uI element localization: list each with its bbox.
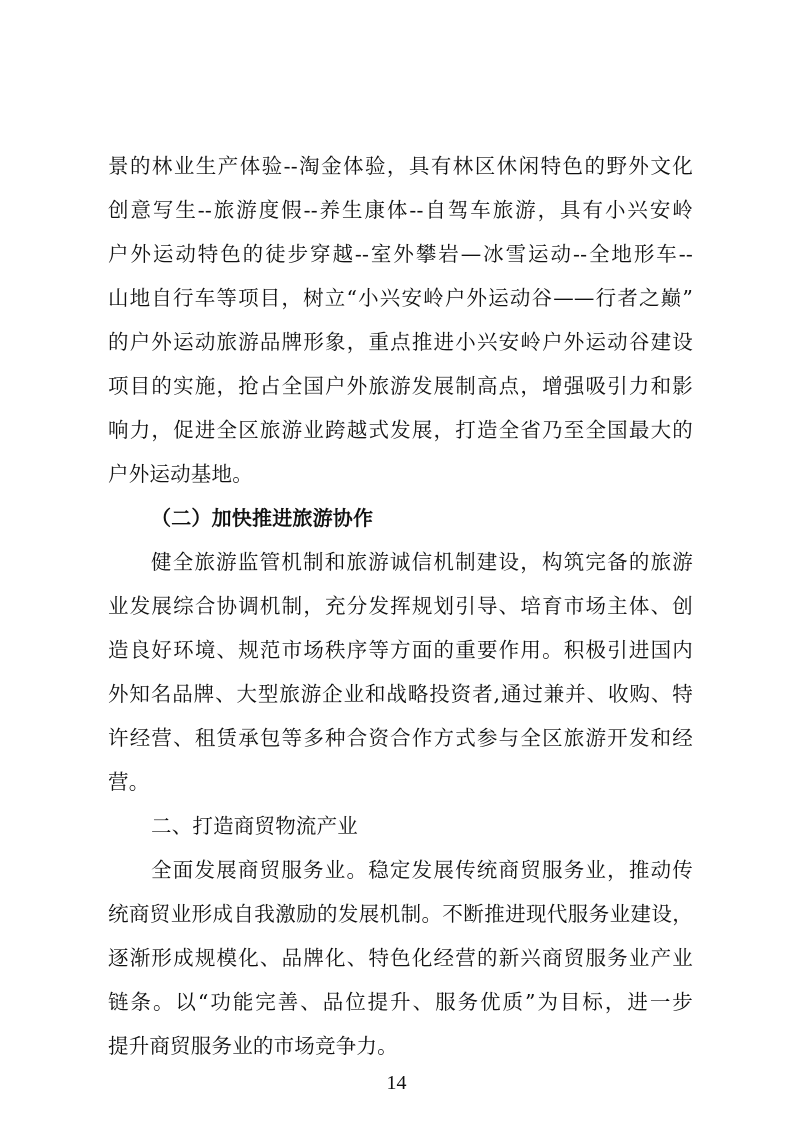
text-line: 响力，促进全区旅游业跨越式发展，打造全省乃至全国最大的 [108, 418, 693, 442]
section-heading: （二）加快推进旅游协作 [151, 506, 374, 530]
text-line: 逐渐形成规模化、品牌化、特色化经营的新兴商贸服务业产业 [108, 946, 693, 970]
text-line: 许经营、租赁承包等多种合资合作方式参与全区旅游开发和经 [108, 726, 693, 750]
text-line: 项目的实施，抢占全国户外旅游发展制高点，增强吸引力和影 [108, 374, 693, 398]
text-line: 链条。以“功能完善、品位提升、服务优质”为目标，进一步 [108, 990, 693, 1014]
text-line: 的户外运动旅游品牌形象，重点推进小兴安岭户外运动谷建设 [108, 330, 693, 354]
text-line: 户外运动特色的徒步穿越--室外攀岩—冰雪运动--全地形车-- [108, 242, 693, 266]
text-line: 创意写生--旅游度假--养生康体--自驾车旅游，具有小兴安岭 [108, 198, 693, 222]
text-line: 景的林业生产体验--淘金体验，具有林区休闲特色的野外文化 [108, 154, 693, 178]
text-line: 全面发展商贸服务业。稳定发展传统商贸服务业，推动传 [151, 858, 693, 882]
page-number: 14 [386, 1072, 407, 1094]
text-line: 营。 [108, 770, 150, 794]
section-heading: 二、打造商贸物流产业 [151, 814, 358, 838]
text-line: 提升商贸服务业的市场竞争力。 [108, 1034, 398, 1058]
text-line: 山地自行车等项目，树立“小兴安岭户外运动谷——行者之巅” [108, 286, 693, 310]
text-line: 健全旅游监管机制和旅游诚信机制建设，构筑完备的旅游 [151, 550, 693, 574]
text-line: 外知名品牌、大型旅游企业和战略投资者,通过兼并、收购、特 [108, 682, 693, 706]
text-line: 造良好环境、规范市场秩序等方面的重要作用。积极引进国内 [108, 638, 693, 662]
text-line: 户外运动基地。 [108, 462, 253, 486]
text-line: 统商贸业形成自我激励的发展机制。不断推进现代服务业建设， [108, 902, 693, 926]
text-line: 业发展综合协调机制，充分发挥规划引导、培育市场主体、创 [108, 594, 693, 618]
